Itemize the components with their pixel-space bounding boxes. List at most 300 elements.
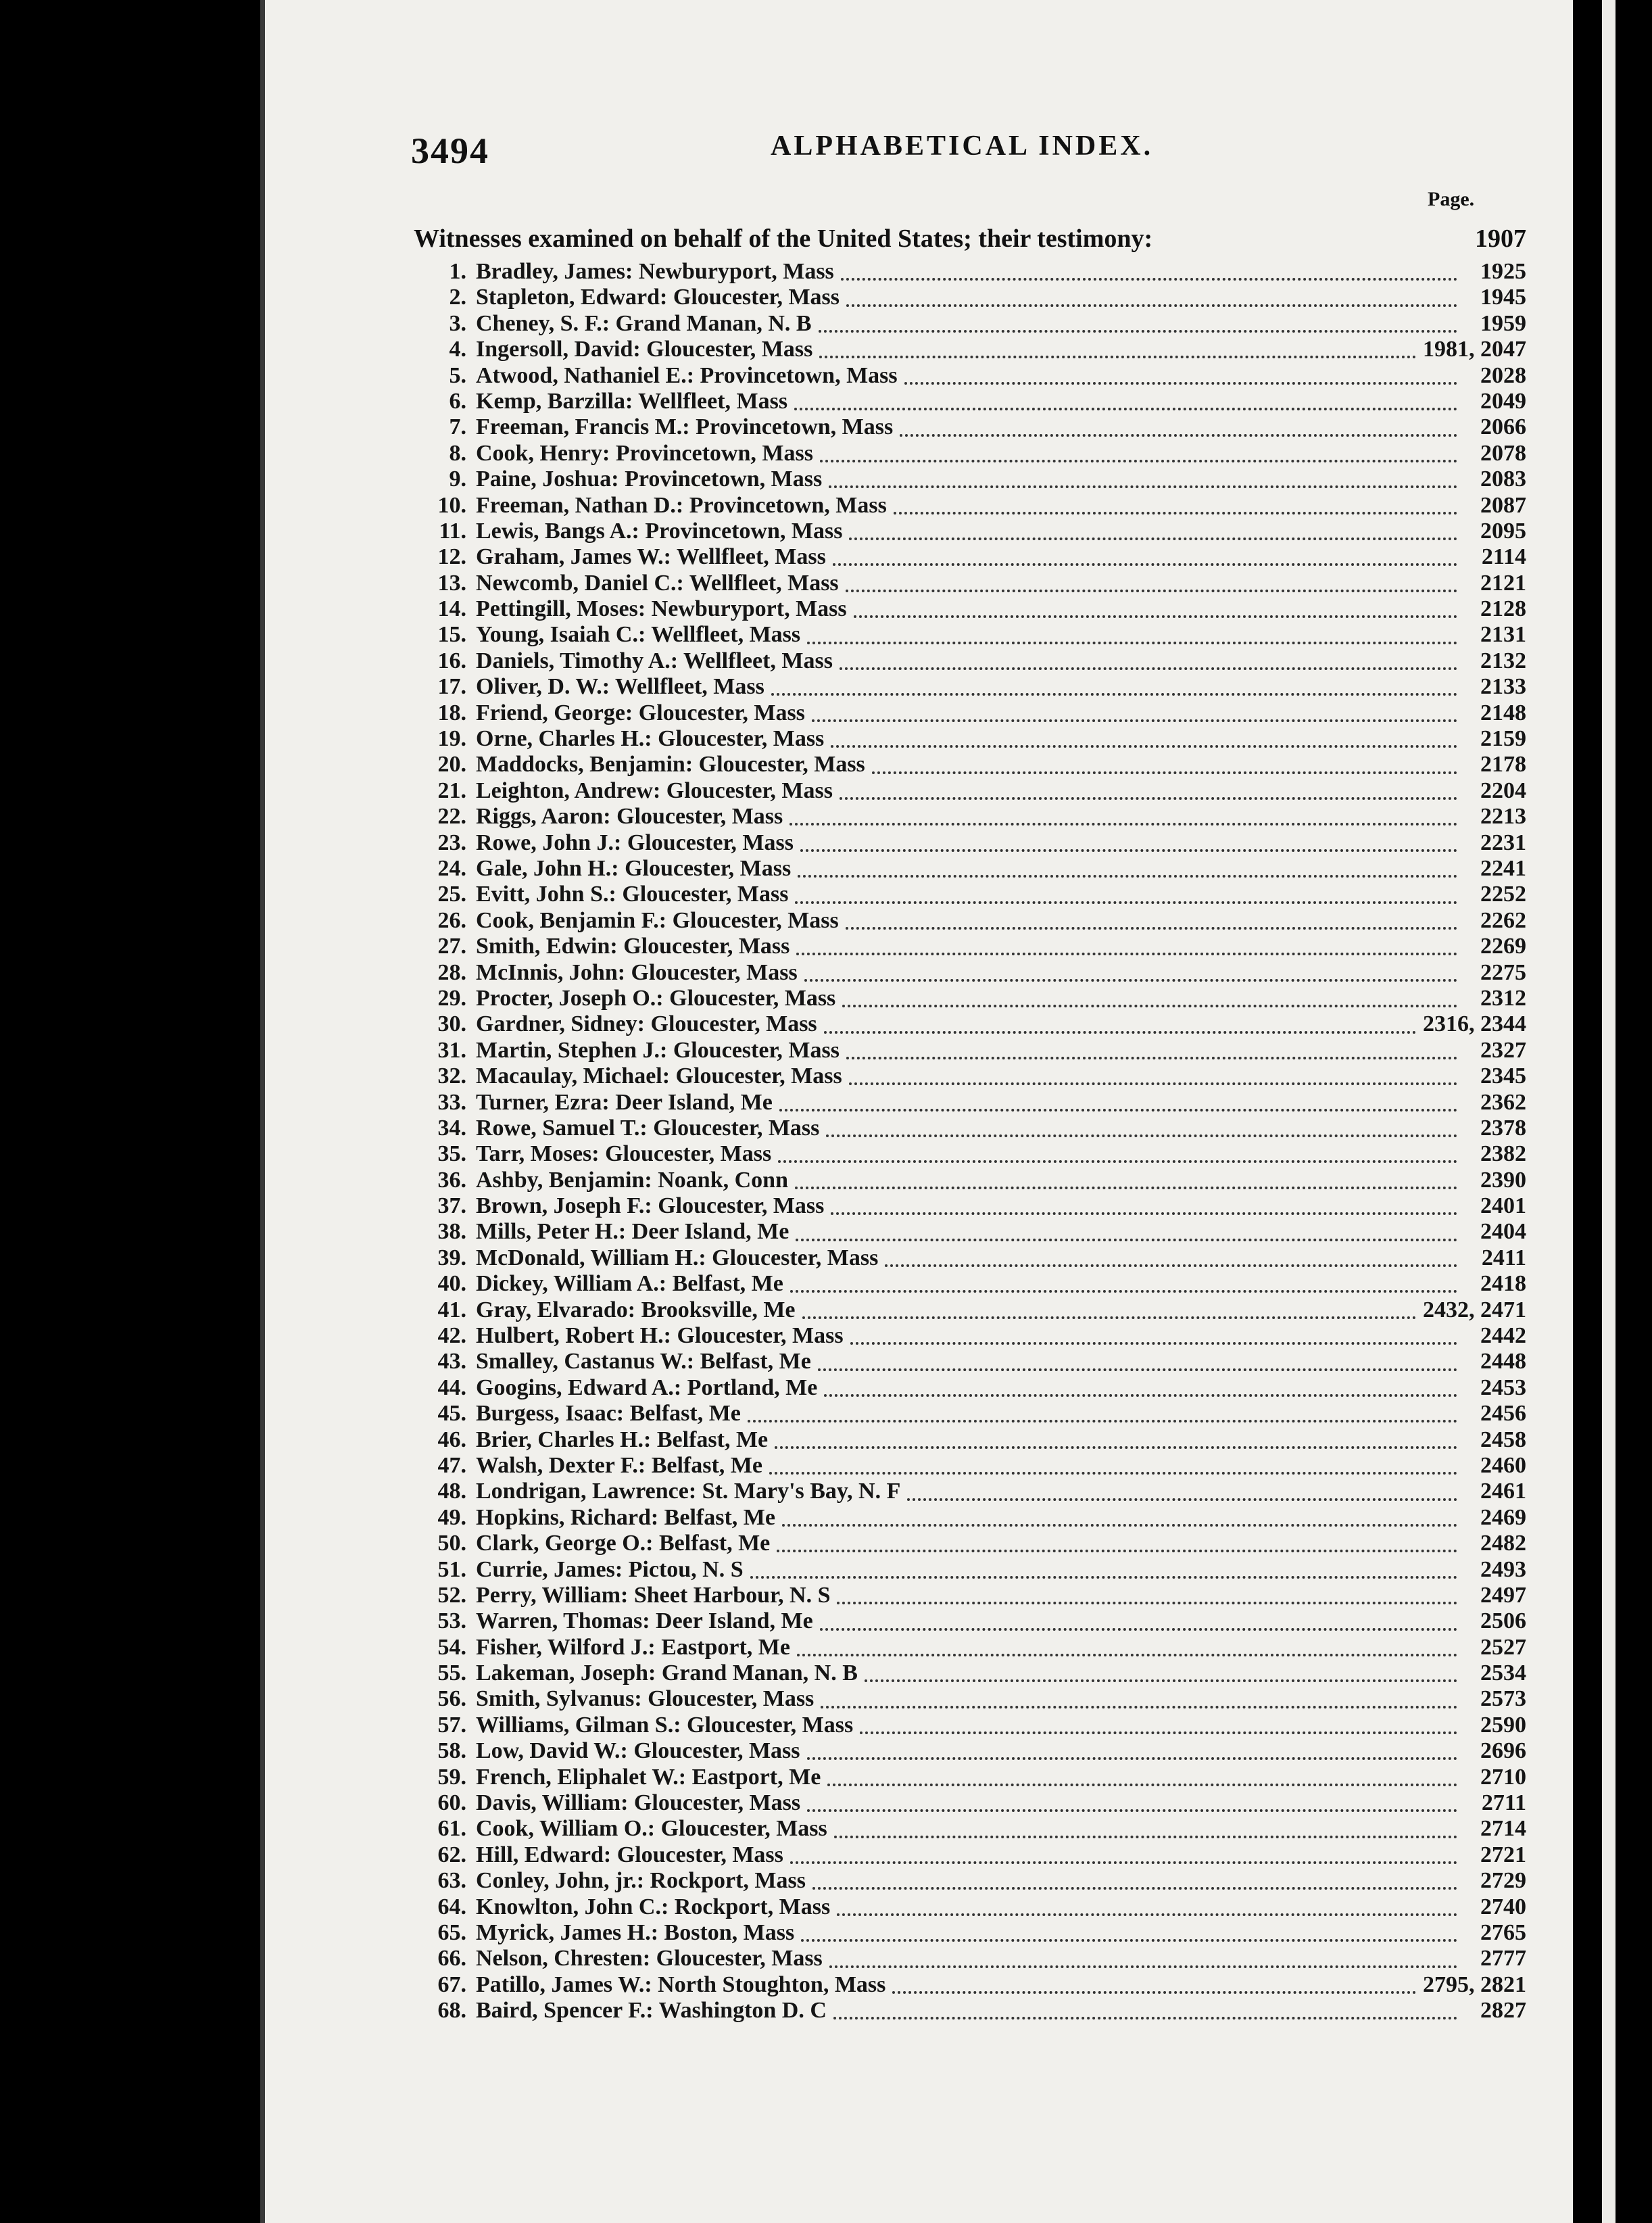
testimony-page: 2378 [1480, 1115, 1526, 1141]
list-item [418, 1219, 1526, 1245]
entry-number: 54. [437, 1634, 466, 1660]
entry-number: 63. [437, 1868, 466, 1894]
dot-leader [800, 834, 1457, 852]
entry-number: 3. [449, 310, 466, 336]
testimony-page: 2204 [1480, 778, 1526, 803]
testimony-page: 2453 [1480, 1375, 1526, 1400]
entry-number: 29. [437, 985, 466, 1011]
entry-number: 22. [437, 804, 466, 830]
dot-leader [846, 1042, 1457, 1059]
entry-number: 27. [437, 934, 466, 959]
entry-number: 47. [437, 1452, 466, 1478]
testimony-page: 2404 [1480, 1219, 1526, 1245]
entry-number: 45. [437, 1401, 466, 1427]
list-item [418, 1713, 1526, 1738]
list-item [418, 544, 1526, 570]
list-item [418, 259, 1526, 285]
dot-leader [841, 263, 1457, 281]
entry-number: 34. [437, 1115, 466, 1141]
testimony-page: 2362 [1480, 1089, 1526, 1115]
testimony-page: 1959 [1480, 310, 1526, 336]
witness-name: Smith, Sylvanus: Gloucester, Mass [476, 1686, 815, 1712]
entry-number: 55. [437, 1660, 466, 1686]
list-item [418, 1868, 1526, 1894]
witness-name: Brown, Joseph F.: Gloucester, Mass [476, 1193, 825, 1219]
list-item [418, 1920, 1526, 1946]
testimony-page: 2493 [1480, 1556, 1526, 1582]
testimony-page: 1981, 2047 [1423, 337, 1526, 362]
testimony-page: 2448 [1480, 1349, 1526, 1375]
dot-leader [849, 523, 1457, 540]
entry-number: 42. [437, 1323, 466, 1349]
entry-number: 49. [437, 1504, 466, 1530]
witness-name: Graham, James W.: Wellfleet, Mass [476, 544, 826, 570]
running-title: ALPHABETICAL INDEX. [771, 130, 1154, 162]
entry-number: 16. [437, 648, 466, 673]
witness-name: Smalley, Castanus W.: Belfast, Me [476, 1349, 811, 1375]
testimony-page: 2148 [1480, 700, 1526, 725]
dot-leader [812, 1872, 1457, 1890]
witness-name: Evitt, John S.: Gloucester, Mass [476, 882, 789, 907]
list-item [418, 830, 1526, 856]
witness-name: Turner, Ezra: Deer Island, Me [476, 1089, 773, 1115]
witness-name: Londrigan, Lawrence: St. Mary's Bay, N. F [476, 1479, 901, 1504]
entry-number: 26. [437, 907, 466, 933]
dot-leader [795, 1172, 1457, 1189]
list-item [418, 1608, 1526, 1634]
section-heading: Witnesses examined on behalf of the United States; their testimony: [414, 224, 1153, 253]
dot-leader [834, 1821, 1457, 1838]
list-item [418, 519, 1526, 544]
testimony-page: 2442 [1480, 1323, 1526, 1349]
witness-name: Oliver, D. W.: Wellfleet, Mass [476, 674, 764, 700]
entry-number: 33. [437, 1089, 466, 1115]
entry-number: 36. [437, 1167, 466, 1193]
list-item [418, 1635, 1526, 1660]
list-item [418, 726, 1526, 752]
entry-number: 68. [437, 1998, 466, 2024]
witness-name: Myrick, James H.: Boston, Mass [476, 1920, 795, 1945]
entry-number: 52. [437, 1582, 466, 1608]
testimony-page: 2534 [1480, 1660, 1526, 1686]
testimony-page: 1925 [1480, 259, 1526, 284]
testimony-page: 2710 [1480, 1764, 1526, 1790]
page-column-label: Page. [1428, 188, 1475, 210]
entry-number: 64. [437, 1894, 466, 1919]
witness-name: Warren, Thomas: Deer Island, Me [476, 1608, 813, 1634]
entry-number: 11. [439, 518, 466, 544]
entry-number: 17. [437, 674, 466, 700]
dot-leader [827, 1769, 1457, 1786]
testimony-page: 2482 [1480, 1531, 1526, 1556]
dot-leader [777, 1535, 1457, 1552]
dot-leader [846, 289, 1457, 307]
testimony-page: 2114 [1481, 544, 1526, 570]
dot-leader [885, 1249, 1457, 1267]
testimony-page: 2131 [1480, 622, 1526, 648]
dot-leader [837, 1898, 1457, 1916]
entry-number: 25. [437, 882, 466, 907]
witness-name: French, Eliphalet W.: Eastport, Me [476, 1764, 821, 1790]
entry-number: 60. [437, 1790, 466, 1816]
dot-leader [769, 1457, 1457, 1475]
entry-number: 62. [437, 1842, 466, 1867]
dot-leader [796, 1224, 1457, 1241]
entry-number: 58. [437, 1738, 466, 1764]
list-item [418, 1245, 1526, 1271]
testimony-page: 2066 [1480, 414, 1526, 440]
witness-name: Lewis, Bangs A.: Provincetown, Mass [476, 518, 843, 544]
dot-leader [807, 627, 1457, 644]
testimony-page: 2461 [1480, 1479, 1526, 1504]
witness-name: Conley, John, jr.: Rockport, Mass [476, 1868, 806, 1894]
testimony-page: 2714 [1480, 1816, 1526, 1842]
dot-leader [775, 1431, 1457, 1449]
witness-name: Pettingill, Moses: Newburyport, Mass [476, 596, 847, 622]
list-item [418, 441, 1526, 467]
list-item [418, 1349, 1526, 1375]
entry-number: 7. [449, 414, 466, 440]
dot-leader [812, 704, 1457, 722]
witness-name: Gray, Elvarado: Brooksville, Me [476, 1297, 796, 1322]
facing-page-edge [1602, 0, 1615, 2223]
testimony-page: 2573 [1480, 1686, 1526, 1712]
entry-number: 56. [437, 1686, 466, 1712]
witness-name: Mills, Peter H.: Deer Island, Me [476, 1219, 789, 1245]
testimony-page: 2740 [1480, 1894, 1526, 1919]
witness-name: Nelson, Chresten: Gloucester, Mass [476, 1946, 823, 1971]
testimony-page: 2711 [1481, 1790, 1526, 1816]
witness-name: Hill, Edward: Gloucester, Mass [476, 1842, 783, 1867]
testimony-page: 2418 [1480, 1271, 1526, 1297]
testimony-page: 2401 [1480, 1193, 1526, 1219]
entry-number: 2. [449, 285, 466, 310]
testimony-page: 2275 [1480, 959, 1526, 985]
entry-number: 1. [449, 259, 466, 284]
list-item [418, 1686, 1526, 1712]
witness-name: Walsh, Dexter F.: Belfast, Me [476, 1452, 762, 1478]
witness-name: Atwood, Nathaniel E.: Provincetown, Mass [476, 362, 898, 388]
witness-name: Baird, Spencer F.: Washington D. C [476, 1998, 827, 2024]
dot-leader [779, 1094, 1457, 1112]
list-item [418, 778, 1526, 804]
testimony-page: 2231 [1480, 830, 1526, 855]
entry-number: 43. [437, 1349, 466, 1375]
dot-leader [854, 600, 1457, 618]
testimony-page: 2590 [1480, 1712, 1526, 1738]
dot-leader [821, 1691, 1457, 1708]
testimony-page: 2527 [1480, 1634, 1526, 1660]
witness-name: Googins, Edward A.: Portland, Me [476, 1375, 818, 1400]
testimony-page: 2469 [1480, 1504, 1526, 1530]
list-item [418, 285, 1526, 310]
list-item [418, 1790, 1526, 1816]
testimony-page: 2506 [1480, 1608, 1526, 1634]
entry-number: 46. [437, 1427, 466, 1452]
dot-leader [850, 1327, 1457, 1345]
witness-name: Freeman, Francis M.: Provincetown, Mass [476, 414, 894, 440]
witness-name: Macaulay, Michael: Gloucester, Mass [476, 1063, 842, 1089]
testimony-page: 2327 [1480, 1037, 1526, 1063]
page-number: 3494 [411, 130, 489, 171]
testimony-page: 2083 [1480, 467, 1526, 492]
witness-name: Bradley, James: Newburyport, Mass [476, 259, 834, 284]
testimony-page: 2390 [1480, 1167, 1526, 1193]
dot-leader [829, 1951, 1457, 1968]
dot-leader [795, 886, 1457, 904]
dot-leader [819, 315, 1457, 333]
dot-leader [833, 548, 1457, 566]
list-item [418, 1660, 1526, 1686]
witness-name: Riggs, Aaron: Gloucester, Mass [476, 804, 783, 830]
witness-name: Cook, William O.: Gloucester, Mass [476, 1816, 827, 1842]
witness-name: Freeman, Nathan D.: Provincetown, Mass [476, 492, 887, 518]
entry-number: 61. [437, 1816, 466, 1842]
testimony-page: 2095 [1480, 518, 1526, 544]
dot-leader [804, 964, 1457, 982]
testimony-page: 2252 [1480, 882, 1526, 907]
testimony-page: 2777 [1480, 1946, 1526, 1971]
dot-leader [802, 1301, 1416, 1319]
testimony-page: 2458 [1480, 1427, 1526, 1452]
dot-leader [900, 419, 1457, 437]
entry-number: 37. [437, 1193, 466, 1219]
dot-leader [892, 1976, 1416, 1994]
dot-leader [797, 1639, 1457, 1656]
witness-name: Burgess, Isaac: Belfast, Me [476, 1401, 741, 1427]
testimony-page: 2795, 2821 [1423, 1971, 1526, 1997]
testimony-page: 2121 [1480, 570, 1526, 596]
list-item [418, 1583, 1526, 1608]
dot-leader [907, 1483, 1457, 1501]
list-item [418, 1323, 1526, 1349]
entry-number: 4. [449, 337, 466, 362]
testimony-page: 2087 [1480, 492, 1526, 518]
list-item [418, 1531, 1526, 1556]
entry-number: 21. [437, 778, 466, 803]
dot-leader [790, 1275, 1457, 1293]
entry-number: 19. [437, 726, 466, 752]
testimony-page: 2765 [1480, 1920, 1526, 1945]
leader-spacer [1159, 230, 1457, 247]
list-item [418, 1972, 1526, 1998]
list-item [418, 1063, 1526, 1089]
entry-number: 53. [437, 1608, 466, 1634]
dot-leader [794, 393, 1457, 410]
entry-number: 67. [437, 1971, 466, 1997]
entry-number: 41. [437, 1297, 466, 1322]
list-item [418, 752, 1526, 778]
witness-name: Lakeman, Joseph: Grand Manan, N. B [476, 1660, 858, 1686]
witness-name: Hopkins, Richard: Belfast, Me [476, 1504, 775, 1530]
list-item [418, 1297, 1526, 1323]
testimony-page: 2316, 2344 [1423, 1011, 1526, 1037]
list-item [418, 311, 1526, 337]
entry-number: 66. [437, 1946, 466, 1971]
testimony-page: 2411 [1481, 1245, 1526, 1270]
witness-name: Orne, Charles H.: Gloucester, Mass [476, 726, 825, 752]
witness-name: Dickey, William A.: Belfast, Me [476, 1271, 783, 1297]
entry-number: 24. [437, 855, 466, 881]
dot-leader [778, 1145, 1457, 1163]
witness-name: Rowe, Samuel T.: Gloucester, Mass [476, 1115, 820, 1141]
witness-name: Low, David W.: Gloucester, Mass [476, 1738, 800, 1764]
entry-number: 57. [437, 1712, 466, 1738]
testimony-page: 2432, 2471 [1423, 1297, 1526, 1322]
list-item [418, 337, 1526, 362]
witness-name: Patillo, James W.: North Stoughton, Mass [476, 1971, 886, 1997]
witness-name: Procter, Joseph O.: Gloucester, Mass [476, 985, 836, 1011]
list-item [418, 363, 1526, 389]
dot-leader [846, 575, 1457, 592]
section-heading-row [414, 226, 1563, 252]
witness-list [418, 259, 1526, 2024]
dot-leader [840, 782, 1457, 800]
dot-leader [846, 912, 1457, 930]
dot-leader [798, 860, 1457, 878]
witness-name: Gale, John H.: Gloucester, Mass [476, 855, 792, 881]
list-item [418, 1271, 1526, 1297]
dot-leader [750, 1561, 1457, 1579]
list-item [418, 1401, 1526, 1427]
testimony-page: 2178 [1480, 752, 1526, 778]
list-item [418, 1894, 1526, 1920]
list-item [418, 1842, 1526, 1868]
list-item [418, 1193, 1526, 1219]
witness-name: Paine, Joshua: Provincetown, Mass [476, 467, 823, 492]
list-item [418, 934, 1526, 959]
entry-number: 35. [437, 1141, 466, 1167]
witness-name: Gardner, Sidney: Gloucester, Mass [476, 1011, 817, 1037]
dot-leader [860, 1717, 1457, 1734]
testimony-page: 2159 [1480, 726, 1526, 752]
testimony-page: 2696 [1480, 1738, 1526, 1764]
witness-name: Fisher, Wilford J.: Eastport, Me [476, 1634, 790, 1660]
entry-number: 59. [437, 1764, 466, 1790]
dot-leader [833, 2002, 1457, 2019]
entry-number: 9. [449, 467, 466, 492]
witness-name: Young, Isaiah C.: Wellfleet, Mass [476, 622, 801, 648]
testimony-page: 2078 [1480, 440, 1526, 466]
witness-name: Perry, William: Sheet Harbour, N. S [476, 1582, 831, 1608]
testimony-page: 2213 [1480, 804, 1526, 830]
list-item [418, 1816, 1526, 1842]
dot-leader [807, 1794, 1457, 1812]
list-item [418, 467, 1526, 492]
witness-name: Tarr, Moses: Gloucester, Mass [476, 1141, 772, 1167]
testimony-page: 2827 [1480, 1998, 1526, 2024]
list-item [418, 882, 1526, 907]
dot-leader [801, 1924, 1457, 1942]
list-item [418, 856, 1526, 882]
entry-number: 32. [437, 1063, 466, 1089]
entry-number: 14. [437, 596, 466, 622]
list-item [418, 1453, 1526, 1479]
list-item [418, 571, 1526, 596]
list-item [418, 1038, 1526, 1063]
testimony-page: 2456 [1480, 1401, 1526, 1427]
entry-number: 39. [437, 1245, 466, 1270]
witness-name: Cheney, S. F.: Grand Manan, N. B [476, 310, 812, 336]
testimony-page: 2269 [1480, 934, 1526, 959]
section-page: 1907 [1475, 224, 1526, 253]
testimony-page: 2497 [1480, 1582, 1526, 1608]
list-item [418, 908, 1526, 934]
witness-name: Cook, Benjamin F.: Gloucester, Mass [476, 907, 839, 933]
dot-leader [796, 938, 1457, 955]
list-item [418, 700, 1526, 726]
dot-leader [826, 1120, 1457, 1137]
list-item [418, 1765, 1526, 1790]
testimony-page: 2345 [1480, 1063, 1526, 1089]
testimony-page: 2262 [1480, 907, 1526, 933]
list-item [418, 414, 1526, 440]
witness-name: Davis, William: Gloucester, Mass [476, 1790, 801, 1816]
entry-number: 20. [437, 752, 466, 778]
dot-leader [771, 678, 1457, 696]
list-item [418, 1011, 1526, 1037]
dot-leader [824, 1016, 1416, 1034]
entry-number: 44. [437, 1375, 466, 1400]
witness-name: Daniels, Timothy A.: Wellfleet, Mass [476, 648, 833, 673]
testimony-page: 2128 [1480, 596, 1526, 622]
dot-leader [748, 1405, 1457, 1423]
witness-name: McDonald, William H.: Gloucester, Mass [476, 1245, 879, 1270]
list-item [418, 986, 1526, 1011]
testimony-page: 2241 [1480, 855, 1526, 881]
testimony-page: 2312 [1480, 985, 1526, 1011]
witness-name: Clark, George O.: Belfast, Me [476, 1531, 771, 1556]
list-item [418, 674, 1526, 700]
dot-leader [818, 1354, 1457, 1371]
dot-leader [865, 1665, 1457, 1682]
witness-name: Williams, Gilman S.: Gloucester, Mass [476, 1712, 854, 1738]
list-item [418, 1479, 1526, 1504]
dot-leader [837, 1587, 1457, 1604]
witness-name: Rowe, John J.: Gloucester, Mass [476, 830, 794, 855]
entry-number: 28. [437, 959, 466, 985]
dot-leader [820, 1613, 1457, 1631]
witness-name: Ashby, Benjamin: Noank, Conn [476, 1167, 788, 1193]
testimony-page: 2132 [1480, 648, 1526, 673]
dot-leader [894, 497, 1457, 515]
dot-leader [789, 808, 1457, 826]
dot-leader [820, 445, 1457, 462]
witness-name: Knowlton, John C.: Rockport, Mass [476, 1894, 831, 1919]
dot-leader [831, 730, 1457, 748]
dot-leader [782, 1509, 1457, 1527]
list-item [418, 596, 1526, 622]
entry-number: 51. [437, 1556, 466, 1582]
dot-leader [904, 367, 1457, 385]
list-item [418, 1141, 1526, 1167]
testimony-page: 2729 [1480, 1868, 1526, 1894]
dot-leader [807, 1742, 1457, 1760]
testimony-page: 2133 [1480, 674, 1526, 700]
dot-leader [842, 990, 1457, 1007]
list-item [418, 1738, 1526, 1764]
testimony-page: 1945 [1480, 285, 1526, 310]
witness-name: Ingersoll, David: Gloucester, Mass [476, 337, 813, 362]
entry-number: 31. [437, 1037, 466, 1063]
dot-leader [831, 1197, 1457, 1215]
witness-name: Leighton, Andrew: Gloucester, Mass [476, 778, 833, 803]
witness-name: Cook, Henry: Provincetown, Mass [476, 440, 813, 466]
entry-number: 5. [449, 362, 466, 388]
list-item [418, 1946, 1526, 1971]
witness-name: Stapleton, Edward: Gloucester, Mass [476, 285, 840, 310]
witness-name: Martin, Stephen J.: Gloucester, Mass [476, 1037, 840, 1063]
